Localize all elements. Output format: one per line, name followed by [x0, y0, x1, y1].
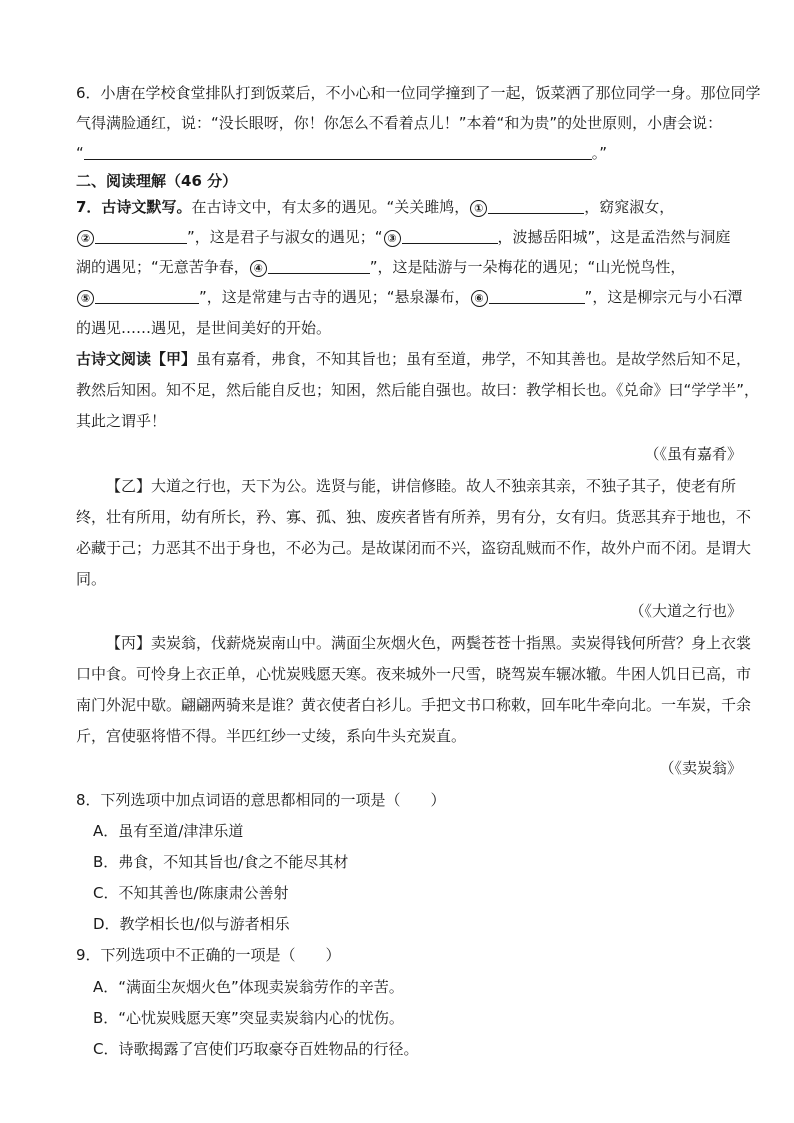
- q7-line-2: [76, 227, 730, 247]
- blank-2[interactable]: [95, 229, 187, 244]
- q8-option-b[interactable]: B．弗食，不知其旨也/食之不能尽其材: [93, 853, 349, 871]
- q6-line-2: 气得满脸通红，说：“没长眼呀，你！你怎么不看着点儿！”本着“和为贵”的处世原则，小唐会说：: [76, 114, 723, 132]
- q9-option-b[interactable]: B．“心忧炭贱愿天寒”突显卖炭翁内心的忧伤。: [93, 1009, 404, 1027]
- q7-text: ，波撼岳阳城”，这是孟浩然与洞庭: [497, 228, 731, 246]
- blank-6[interactable]: [489, 289, 585, 304]
- passage-yi-line-4: 同。: [76, 570, 107, 588]
- marker-4: ④: [250, 260, 267, 277]
- passage-bing-line-2: 口中食。可怜身上衣正单，心忧炭贱愿天寒。夜来城外一尺雪，晓驾炭车辗冰辙。牛困人饥日已高，市: [76, 665, 752, 683]
- q7-line-3: [76, 257, 685, 277]
- q7-label: 7．古诗文默写。: [76, 198, 192, 216]
- passage-jia-line-2: 教然后知困。知不足，然后能自反也；知困，然后能自强也。故曰：教学相长也。《兑命》曰“学学半”，: [76, 381, 760, 399]
- passage-text: 虽有嘉肴，弗食，不知其旨也；虽有至道，弗学，不知其善也。是故学然后知不足，: [196, 350, 752, 368]
- marker-6: ⑥: [471, 290, 488, 307]
- passage-yi-line-3: 必藏于己；力恶其不出于身也，不必为己。是故谋闭而不兴，盗窃乱贼而不作，故外户而不闭。是谓大: [76, 539, 752, 557]
- marker-1: ①: [470, 200, 487, 217]
- quote-close: 。”: [591, 144, 608, 162]
- q6-line-1: 6．小唐在学校食堂排队打到饭菜后，不小心和一位同学撞到了一起，饭菜洒了那位同学一身。那位同学: [76, 84, 761, 102]
- blank-3[interactable]: [402, 229, 498, 244]
- q6-answer-line: [76, 143, 607, 163]
- q8-stem: 8．下列选项中加点词语的意思都相同的一项是（ ）: [76, 791, 446, 809]
- q9-option-a[interactable]: A．“满面尘灰烟火色”体现卖炭翁劳作的辛苦。: [93, 978, 404, 996]
- quote-open: “: [76, 144, 84, 162]
- blank-1[interactable]: [488, 199, 584, 214]
- q7-line-5: 的遇见……遇见，是世间美好的开始。: [76, 319, 332, 337]
- passage-bing-line-3: 南门外泥中歇。翩翩两骑来是谁？黄衣使者白衫儿。手把文书口称敕，回车叱牛牵向北。一车炭，千余: [76, 696, 752, 714]
- passage-bing-line-4: 斤，宫使驱将惜不得。半匹红纱一丈绫，系向牛头充炭直。: [76, 727, 467, 745]
- q7-text: 在古诗文中，有太多的遇见。“关关雎鸠，: [191, 198, 470, 216]
- marker-2: ②: [77, 230, 94, 247]
- source-jia: （《虽有嘉肴》: [644, 445, 742, 463]
- q8-option-c[interactable]: C．不知其善也/陈康肃公善射: [93, 884, 289, 902]
- source-bing: （《卖炭翁》: [659, 759, 742, 777]
- q9-stem: 9．下列选项中不正确的一项是（ ）: [76, 946, 341, 964]
- passage-yi-line-2: 终，壮有所用，幼有所长，矜、寡、孤、独、废疾者皆有所养，男有分，女有归。货恶其弃于地也，不: [76, 508, 752, 526]
- passage-jia-line-3: 其此之谓乎！: [76, 412, 167, 430]
- q7-text: 湖的遇见；“无意苦争春，: [76, 258, 249, 276]
- answer-blank[interactable]: [84, 145, 592, 160]
- q7-line-1: [76, 197, 674, 217]
- passage-yi-line-1: 【乙】大道之行也，天下为公。选贤与能，讲信修睦。故人不独亲其亲，不独子其子，使老有所: [106, 477, 737, 495]
- q9-option-c[interactable]: C．诗歌揭露了宫使们巧取豪夺百姓物品的行径。: [93, 1040, 419, 1058]
- reading-label: 古诗文阅读【甲】: [76, 350, 197, 368]
- blank-4[interactable]: [268, 259, 370, 274]
- source-yi: （《大道之行也》: [629, 602, 742, 620]
- q7-text: ”，这是陆游与一朵梅花的遇见；“山光悦鸟性，: [369, 258, 686, 276]
- marker-3: ③: [384, 230, 401, 247]
- q7-text: ”，这是柳宗元与小石潭: [584, 288, 743, 306]
- q8-option-d[interactable]: D．教学相长也/似与游者相乐: [93, 915, 290, 933]
- section-2-heading: 二、阅读理解（46 分）: [76, 172, 238, 190]
- blank-5[interactable]: [95, 289, 199, 304]
- passage-bing-line-1: 【丙】卖炭翁，伐薪烧炭南山中。满面尘灰烟火色，两鬓苍苍十指黑。卖炭得钱何所营？身上衣裳: [106, 634, 752, 652]
- marker-5: ⑤: [77, 290, 94, 307]
- q7-line-4: [76, 287, 742, 307]
- q7-text: ，窈窕淑女，: [584, 198, 675, 216]
- q7-text: ”，这是常建与古寺的遇见；“悬泉瀑布，: [199, 288, 470, 306]
- q7-text: ”，这是君子与淑女的遇见；“: [187, 228, 383, 246]
- q8-option-a[interactable]: A．虽有至道/津津乐道: [93, 822, 244, 840]
- passage-jia-line-1: [76, 349, 751, 369]
